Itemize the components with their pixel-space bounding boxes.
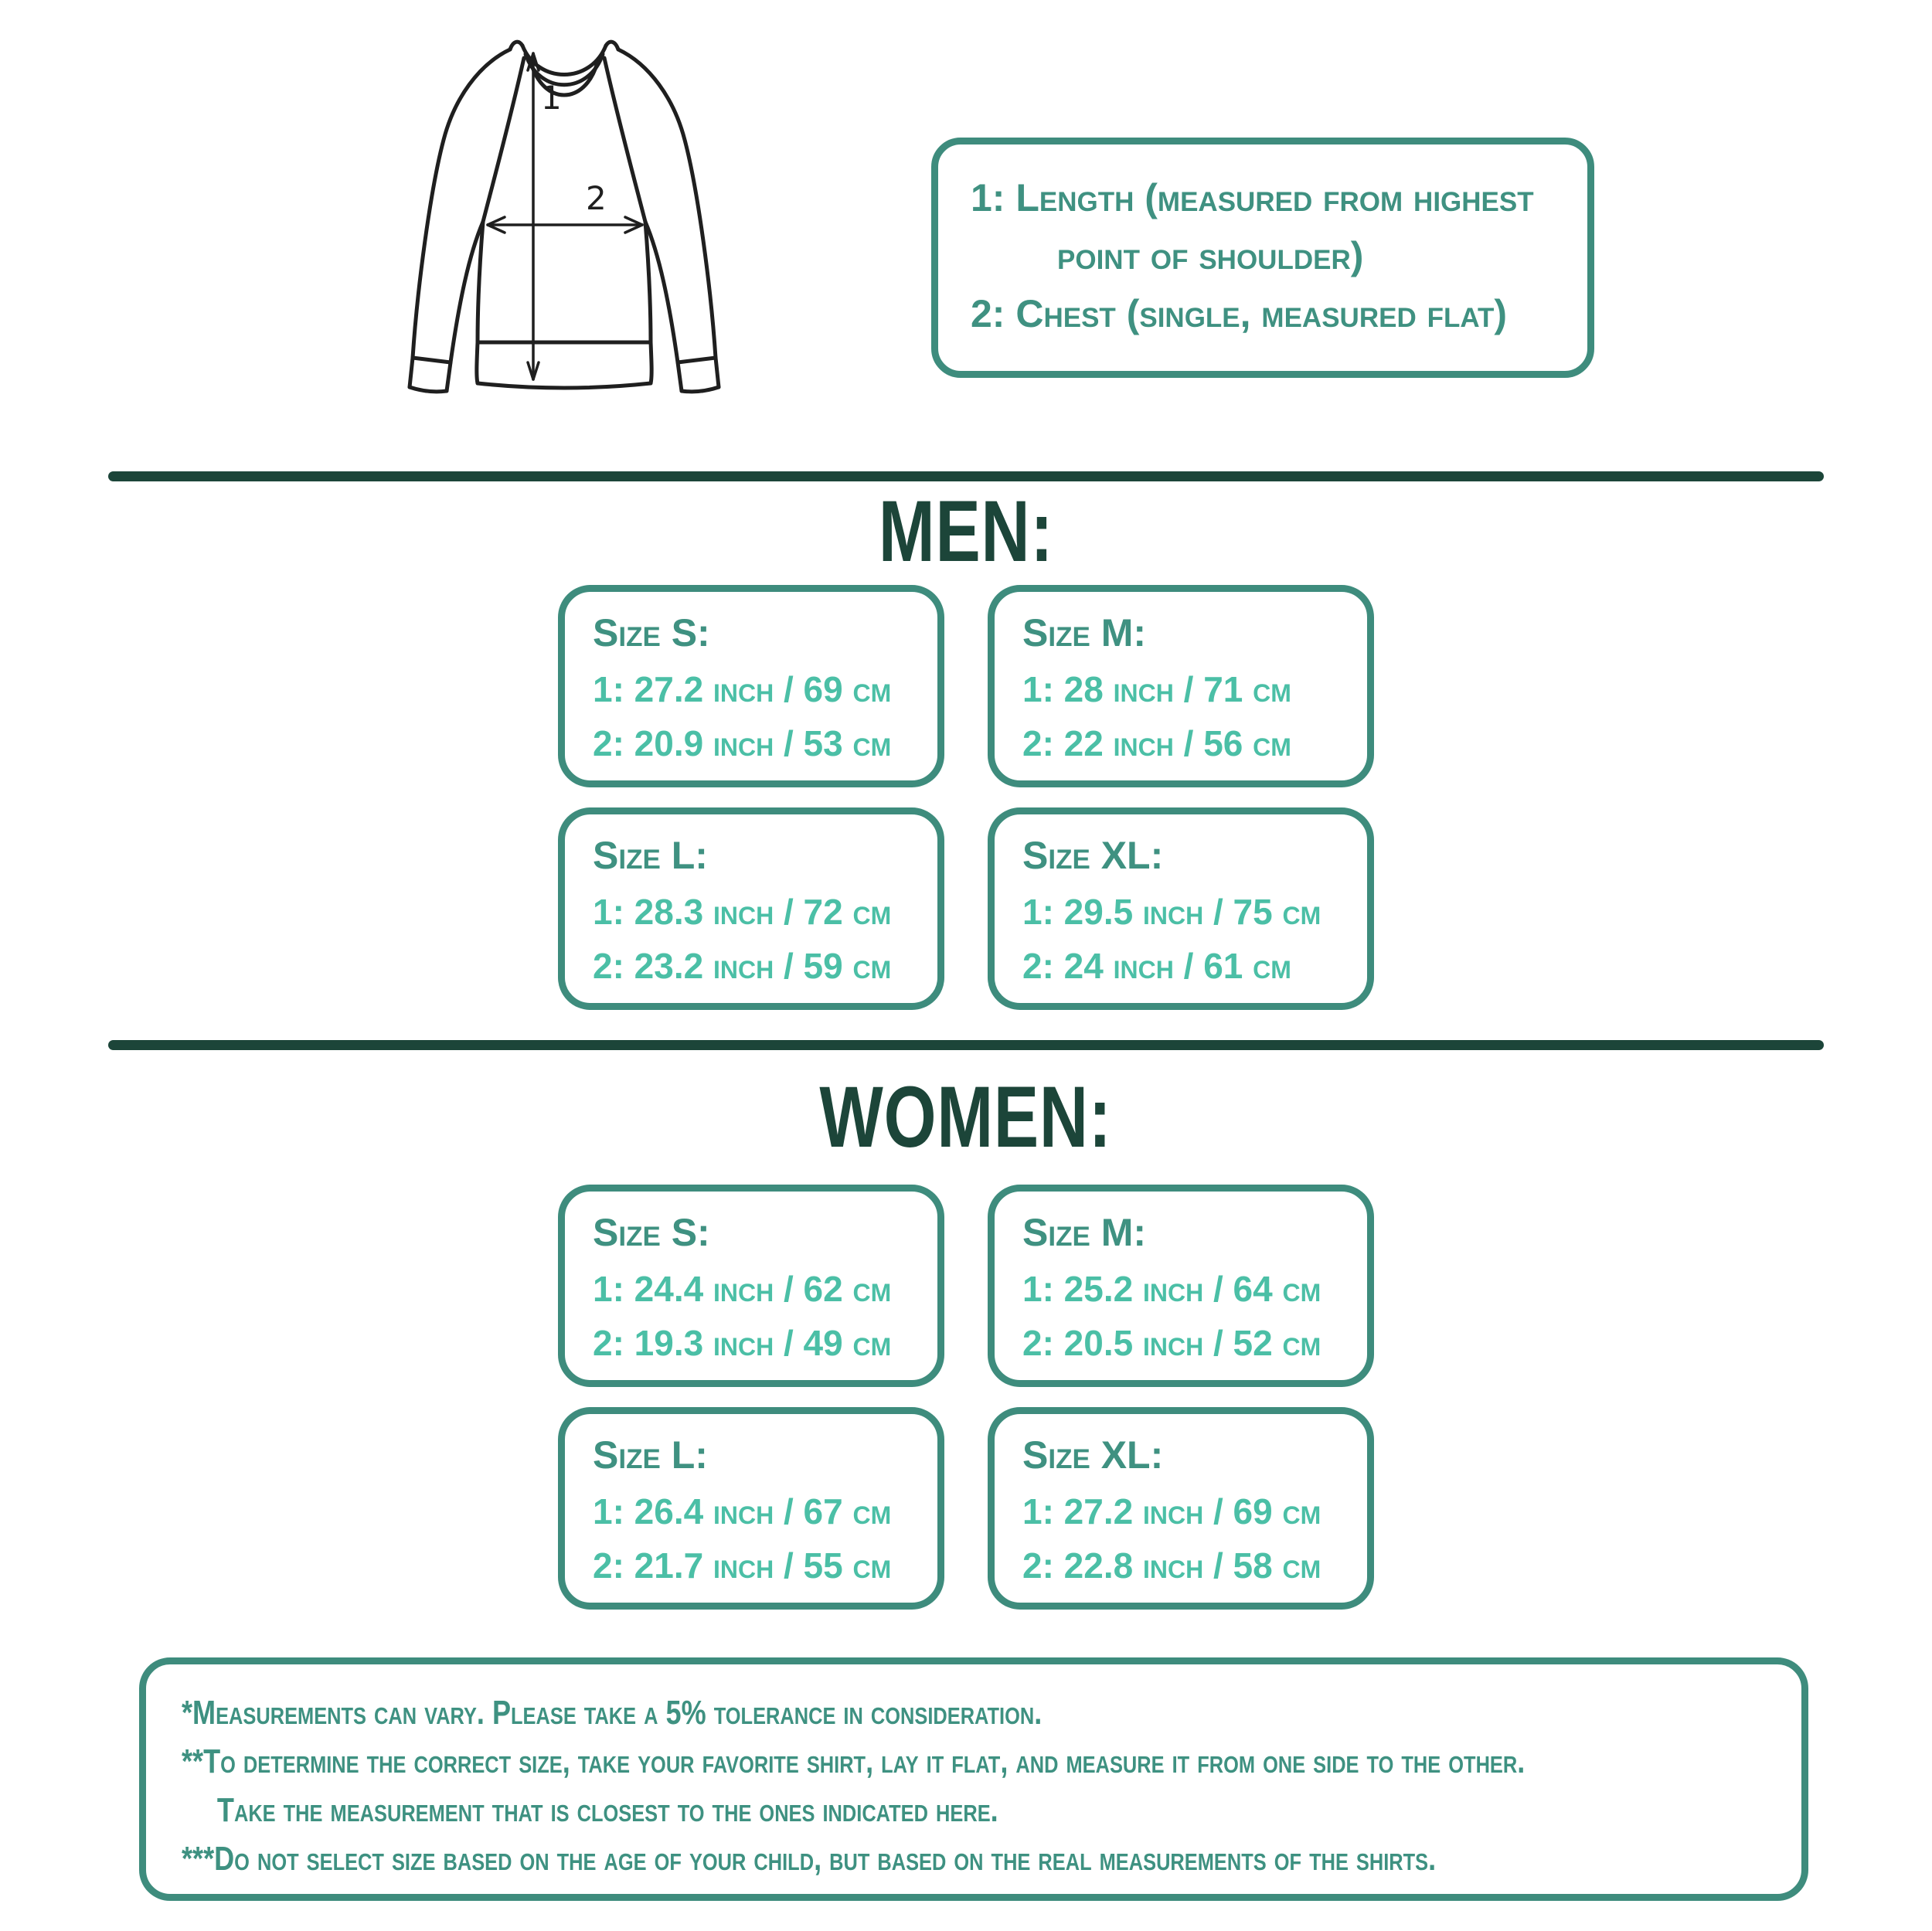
notes-box — [139, 1657, 1808, 1901]
notes-text-block — [182, 1689, 1747, 1884]
women-size-s-card — [558, 1185, 944, 1387]
size-card-chest: 2: 19.3 inch / 49 cm — [593, 1322, 892, 1363]
men-section-heading — [0, 483, 1932, 580]
length-arrow-label: 1 — [541, 79, 562, 117]
note-child-age: ***Do not select size based on the age of your child, but based on the real measurements of the shirts. — [182, 1839, 1437, 1878]
size-card-length: 1: 27.2 inch / 69 cm — [593, 669, 892, 709]
size-card-length: 1: 28 inch / 71 cm — [1022, 669, 1291, 709]
size-card-chest: 2: 21.7 inch / 55 cm — [593, 1545, 892, 1586]
note-tolerance: *Measurements can vary. Please take a 5% tolerance in consideration. — [182, 1694, 1043, 1732]
women-size-m-card — [988, 1185, 1374, 1387]
women-sizes-grid — [558, 1185, 1374, 1610]
women-section-heading-text: WOMEN: — [819, 1069, 1113, 1165]
size-card-length: 1: 26.4 inch / 67 cm — [593, 1491, 892, 1532]
size-card-chest: 2: 22.8 inch / 58 cm — [1022, 1545, 1321, 1586]
men-sizes-grid — [558, 585, 1374, 1010]
size-card-chest: 2: 23.2 inch / 59 cm — [593, 945, 892, 986]
men-size-s-card — [558, 585, 944, 787]
size-card-chest: 2: 20.5 inch / 52 cm — [1022, 1322, 1321, 1363]
size-card-title: Size M: — [1022, 1211, 1146, 1254]
men-section-heading-text: MEN: — [878, 483, 1054, 580]
note-closest-measurement: Take the measurement that is closest to the ones indicated here. — [216, 1790, 998, 1829]
legend-length-line: 1: Length (measured from highest point of shoulder) — [971, 176, 1534, 277]
size-card-title: Size L: — [593, 1433, 708, 1477]
men-size-m-card — [988, 585, 1374, 787]
women-section-heading — [0, 1069, 1932, 1165]
size-card-title: Size L: — [593, 834, 708, 877]
size-card-title: Size S: — [593, 611, 710, 654]
size-card-length: 1: 24.4 inch / 62 cm — [593, 1269, 892, 1309]
size-card-length: 1: 25.2 inch / 64 cm — [1022, 1269, 1321, 1309]
women-size-l-card — [558, 1407, 944, 1610]
men-section-divider — [108, 471, 1824, 481]
measurement-arrows — [488, 53, 642, 379]
size-card-title: Size XL: — [1022, 834, 1164, 877]
size-card-title: Size M: — [1022, 611, 1146, 654]
chest-arrow-label: 2 — [586, 179, 607, 217]
shirt-outline — [410, 42, 719, 392]
size-card-title: Size S: — [593, 1211, 710, 1254]
size-card-title: Size XL: — [1022, 1433, 1164, 1477]
men-size-xl-card — [988, 807, 1374, 1010]
measurement-legend-box — [931, 138, 1594, 378]
legend-chest-line: 2: Chest (single, measured flat) — [971, 292, 1508, 335]
size-card-length: 1: 29.5 inch / 75 cm — [1022, 892, 1321, 932]
shirt-measurement-diagram — [363, 22, 765, 433]
size-card-chest: 2: 24 inch / 61 cm — [1022, 945, 1291, 986]
women-size-xl-card — [988, 1407, 1374, 1610]
size-card-chest: 2: 22 inch / 56 cm — [1022, 722, 1291, 763]
women-section-divider — [108, 1040, 1824, 1050]
size-card-chest: 2: 20.9 inch / 53 cm — [593, 722, 892, 763]
note-determine-size: **To determine the correct size, take your favorite shirt, lay it flat, and measure it from one side to the other. — [182, 1742, 1526, 1780]
men-size-l-card — [558, 807, 944, 1010]
size-card-length: 1: 28.3 inch / 72 cm — [593, 892, 892, 932]
size-card-length: 1: 27.2 inch / 69 cm — [1022, 1491, 1321, 1532]
